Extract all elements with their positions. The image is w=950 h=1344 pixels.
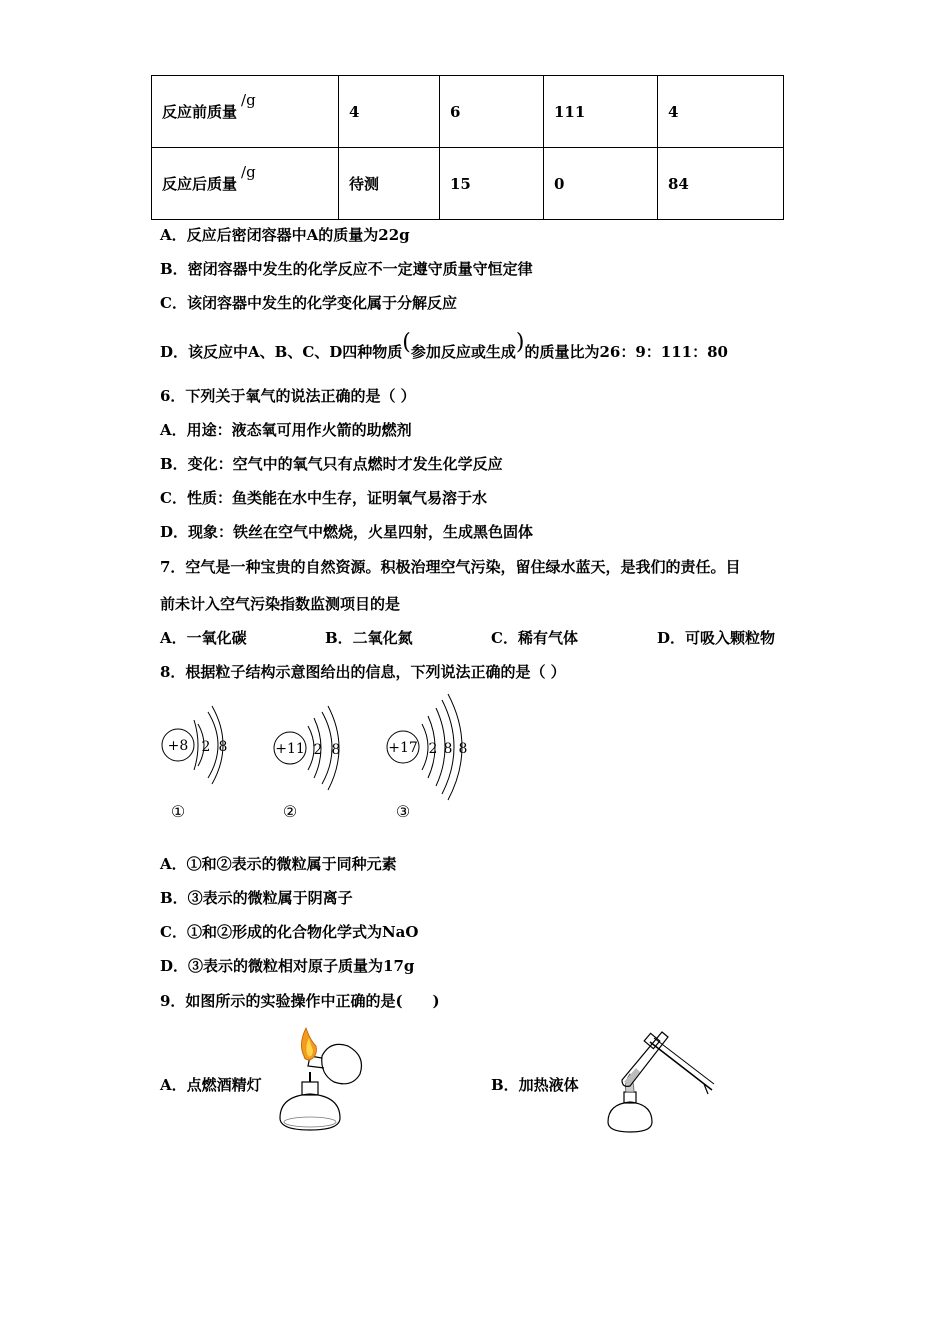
table-cell: 待测 <box>339 148 440 220</box>
table-row <box>152 148 784 220</box>
q6-option-a: A．用途：液态氧可用作火箭的助燃剂 <box>160 421 412 439</box>
row-label: 反应后质量/g <box>152 148 339 220</box>
atom-diagram-2 <box>274 706 340 821</box>
table-cell: 84 <box>658 148 784 220</box>
diagram-label: ③ <box>395 802 411 821</box>
table-cell: 15 <box>440 148 544 220</box>
shell-electrons: 8 <box>443 741 453 757</box>
diagram-label: ② <box>282 802 298 821</box>
tilted-alcohol-lamp <box>322 1044 362 1083</box>
shell-arc <box>194 720 198 770</box>
q6-option-c: C．性质：鱼类能在水中生存，证明氧气易溶于水 <box>160 489 487 507</box>
shell-electrons: 2 <box>313 742 323 758</box>
q7-stem-line2: 前未计入空气污染指数监测项目的是 <box>160 595 401 613</box>
atom-diagram-1 <box>162 706 227 821</box>
nucleus-charge: +17 <box>388 740 418 756</box>
nucleus-charge: +8 <box>167 738 189 754</box>
table-cell: 4 <box>658 76 784 148</box>
mass-table <box>151 75 784 220</box>
q8-option-a: A．①和②表示的微粒属于同种元素 <box>160 855 397 873</box>
shell-electrons: 8 <box>331 742 341 758</box>
table-cell: 4 <box>339 76 440 148</box>
shell-electrons: 2 <box>201 739 211 755</box>
alcohol-lamp-body <box>608 1102 652 1132</box>
q9-stem: 9．如图所示的实验操作中正确的是( ) <box>160 992 440 1010</box>
alcohol-lamp-lighting-illustration <box>270 1026 370 1136</box>
table-cell: 0 <box>544 148 658 220</box>
shell-electrons: 8 <box>458 741 468 757</box>
shell-arc <box>422 724 428 770</box>
table-cell: 111 <box>544 76 658 148</box>
q5-option-d: D．该反应中A、B、C、D四种物质(参加反应或生成)的质量比为26：9：111：80 <box>160 330 728 361</box>
q6-option-d: D．现象：铁丝在空气中燃烧，火星四射，生成黑色固体 <box>160 523 534 541</box>
nucleus-charge: +11 <box>275 741 305 757</box>
q8-option-d: D．③表示的微粒相对原子质量为17g <box>160 957 415 975</box>
q9-option-b: B．加热液体 <box>491 1076 579 1094</box>
q5-option-b: B．密闭容器中发生的化学反应不一定遵守质量守恒定律 <box>160 260 533 278</box>
table-cell: 6 <box>440 76 544 148</box>
q7-option-b: B．二氧化氮 <box>325 629 413 647</box>
q7-option-c: C．稀有气体 <box>491 629 578 647</box>
q9-option-a: A．点燃酒精灯 <box>160 1076 262 1094</box>
q8-option-c: C．①和②形成的化合物化学式为NaO <box>160 923 419 941</box>
q5-option-c: C．该闭容器中发生的化学变化属于分解反应 <box>160 294 457 312</box>
atom-structure-diagrams <box>150 690 480 830</box>
q8-stem: 8．根据粒子结构示意图给出的信息，下列说法正确的是（ ） <box>160 663 566 681</box>
q8-option-b: B．③表示的微粒属于阴离子 <box>160 889 353 907</box>
shell-electrons: 2 <box>428 741 438 757</box>
shell-arc <box>322 712 332 784</box>
q6-option-b: B．变化：空气中的氧气只有点燃时才发生化学反应 <box>160 455 503 473</box>
q7-option-a: A．一氧化碳 <box>160 629 247 647</box>
q6-stem: 6．下列关于氧气的说法正确的是（ ） <box>160 387 416 405</box>
q5-option-a: A．反应后密闭容器中A的质量为22g <box>160 226 410 244</box>
diagram-label: ① <box>170 802 186 821</box>
atom-diagram-3 <box>387 694 467 821</box>
row-label: 反应前质量/g <box>152 76 339 148</box>
q7-stem-line1: 7．空气是一种宝贵的自然资源。积极治理空气污染，留住绿水蓝天，是我们的责任。目 <box>160 558 741 576</box>
table-row <box>152 76 784 148</box>
test-tube-heating-illustration <box>600 1022 720 1137</box>
shell-electrons: 8 <box>218 739 228 755</box>
test-tube-holder <box>650 1042 712 1090</box>
alcohol-lamp-neck <box>302 1082 318 1095</box>
q7-option-d: D．可吸入颗粒物 <box>657 629 776 647</box>
